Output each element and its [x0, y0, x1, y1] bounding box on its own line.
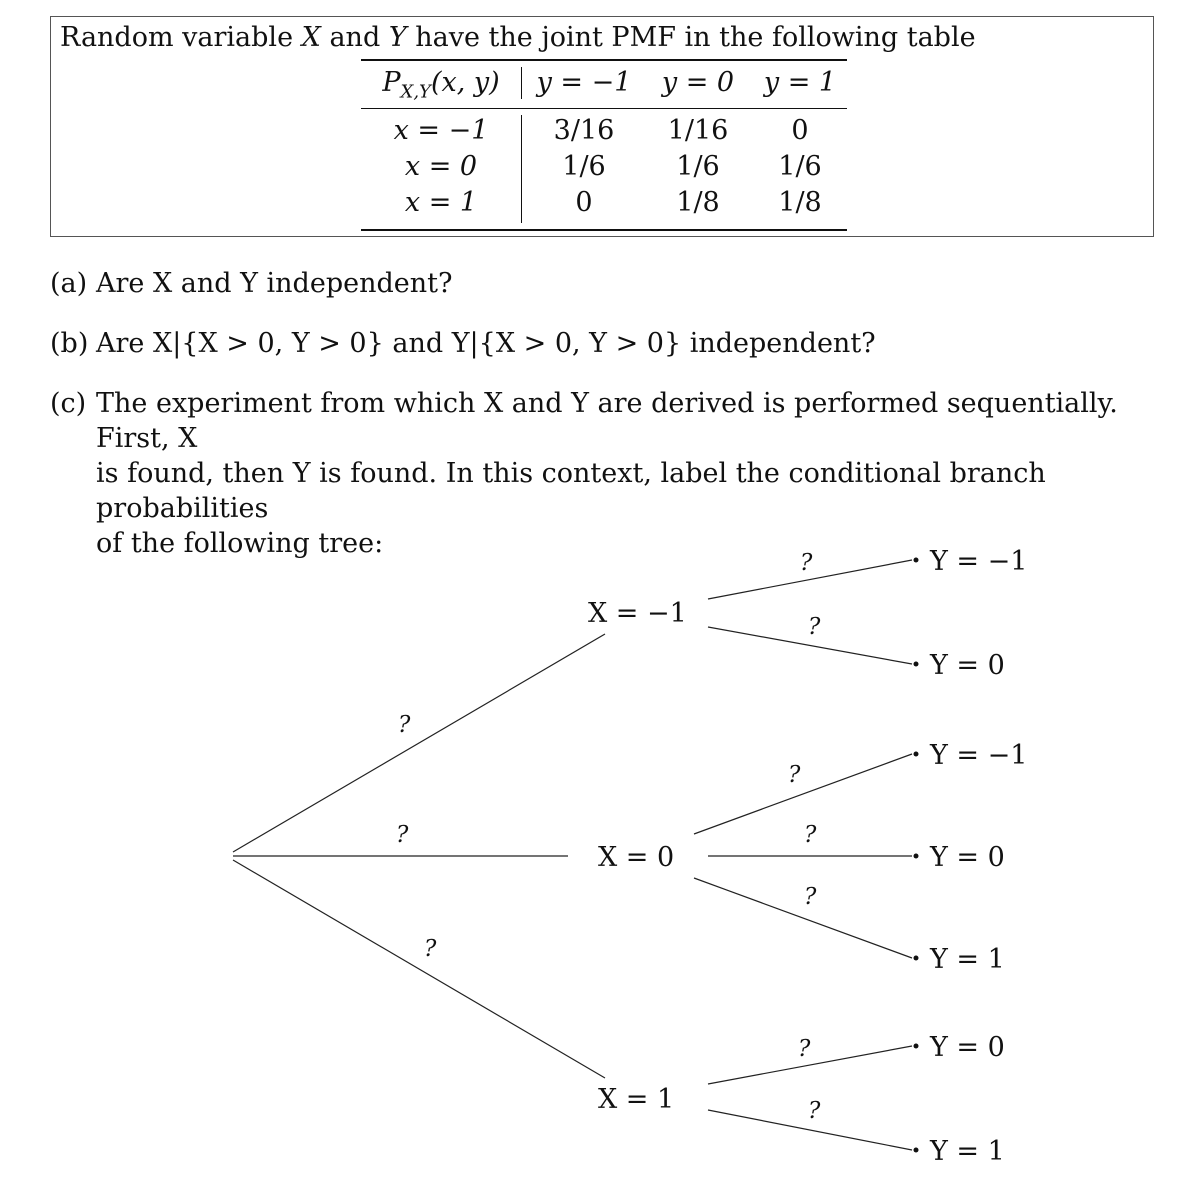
leaf-label: Y = 0 — [930, 842, 1005, 873]
branch-line — [233, 860, 605, 1078]
leaf-dot — [914, 854, 919, 859]
leaf-dot — [914, 956, 919, 961]
question-line: of the following tree: — [96, 528, 384, 559]
intro-text-1: Random variable — [60, 22, 302, 53]
leaf-label: Y = −1 — [930, 546, 1028, 577]
question-text: Are X and Y independent? — [96, 268, 453, 299]
branch-prob-x-neg1: ? — [398, 712, 411, 738]
leaf-dot — [914, 752, 919, 757]
branch-prob-x-0: ? — [396, 822, 409, 848]
leaf-dot — [914, 662, 919, 667]
leaf-label: Y = −1 — [930, 740, 1028, 771]
question-label: (b) — [50, 328, 89, 359]
table-cell: 0 — [791, 115, 809, 146]
table-cell: 1/6 — [676, 151, 720, 182]
table-cell: 1/16 — [667, 115, 729, 146]
intro-text-3: have the joint PMF in the following table — [406, 22, 976, 53]
table-cell: 1/8 — [778, 187, 822, 218]
table-cell: 1/6 — [562, 151, 606, 182]
leaf-dot — [914, 1044, 919, 1049]
branch-line — [233, 634, 605, 852]
leaf-dot — [914, 1148, 919, 1153]
table-cell: 3/16 — [553, 115, 615, 146]
table-row-label: x = 1 — [404, 187, 478, 218]
table-row-label: x = 0 — [404, 151, 478, 182]
table-col-header: y = 0 — [661, 67, 735, 98]
node-x-0: X = 0 — [598, 842, 675, 873]
branch-prob-leaf: ? — [798, 1036, 811, 1062]
leaf-label: Y = 0 — [930, 650, 1005, 681]
corner-sub: X,Y — [400, 81, 431, 103]
intro-var-x: X — [301, 22, 321, 53]
question-line: is found, then Y is found. In this context, label the conditional branch probabilities — [96, 458, 1046, 524]
node-x-neg1: X = −1 — [588, 598, 687, 629]
table-col-header: y = 1 — [763, 67, 837, 98]
question-label: (c) — [50, 388, 87, 419]
table-cell: 0 — [575, 187, 593, 218]
intro-var-y: Y — [388, 22, 407, 53]
corner-args: (x, y) — [430, 67, 500, 98]
table-col-header: y = −1 — [536, 67, 632, 98]
corner-main: P — [382, 67, 401, 98]
question-line: The experiment from which X and Y are derived is performed sequentially. First, X — [96, 388, 1118, 454]
intro-text-2: and — [320, 22, 389, 53]
branch-prob-leaf: ? — [808, 1098, 821, 1124]
branch-prob-leaf: ? — [804, 884, 817, 910]
branch-prob-x-1: ? — [424, 936, 437, 962]
question-label: (a) — [50, 268, 88, 299]
table-cell: 1/8 — [676, 187, 720, 218]
branch-line — [694, 878, 912, 958]
branch-prob-leaf: ? — [804, 822, 817, 848]
leaf-dot — [914, 558, 919, 563]
branch-line — [694, 754, 912, 834]
branch-prob-leaf: ? — [808, 614, 821, 640]
table-cell: 1/6 — [778, 151, 822, 182]
leaf-label: Y = 0 — [930, 1032, 1005, 1063]
table-row-label: x = −1 — [393, 115, 489, 146]
branch-prob-leaf: ? — [800, 550, 813, 576]
node-x-1: X = 1 — [598, 1084, 675, 1115]
branch-prob-leaf: ? — [788, 762, 801, 788]
leaf-label: Y = 1 — [930, 944, 1005, 975]
leaf-label: Y = 1 — [930, 1136, 1005, 1167]
question-text: Are X|{X > 0, Y > 0} and Y|{X > 0, Y > 0} independent? — [96, 328, 876, 359]
